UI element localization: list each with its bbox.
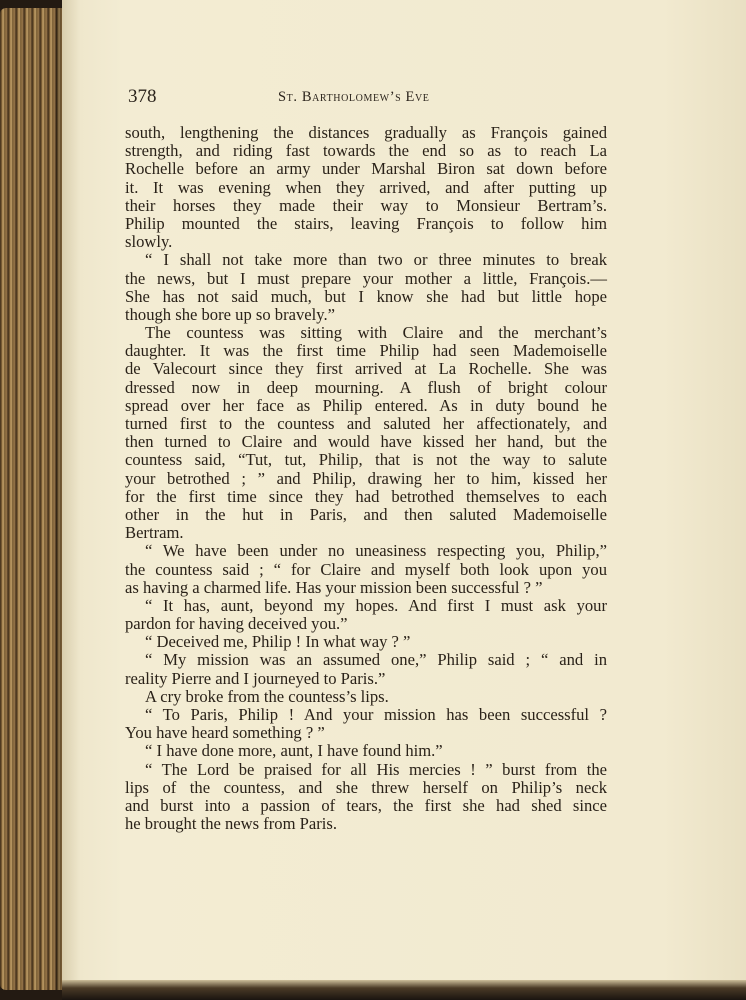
page-header — [128, 86, 608, 110]
text-line: your betrothed ; ” and Philip, drawing her to him, kissed her — [125, 468, 607, 488]
page-edges — [0, 8, 66, 990]
text-line: countess said, “Tut, tut, Philip, that is not the way to salute — [125, 450, 607, 470]
text-line: then turned to Claire and would have kissed her hand, but the — [125, 432, 607, 452]
text-line: “ I shall not take more than two or three minutes to break — [145, 250, 607, 270]
page-bottom-shadow — [62, 980, 746, 1000]
paragraph — [125, 324, 607, 542]
text-line: reality Pierre and I journeyed to Paris.” — [125, 668, 386, 688]
text-line: “ Deceived me, Philip ! In what way ? ” — [145, 632, 411, 652]
text-line: “ My mission was an assumed one,” Philip said ; “ and in — [145, 650, 607, 670]
text-line: turned first to the countess and saluted her affectionately, and — [125, 414, 607, 433]
paragraph — [125, 706, 607, 742]
text-line: slowly. — [125, 232, 173, 252]
paragraph — [125, 651, 607, 687]
paragraph — [125, 124, 607, 251]
text-line: “ It has, aunt, beyond my hopes. And first I must ask your — [145, 595, 607, 615]
text-line: and burst into a passion of tears, the first she had shed since — [125, 795, 607, 815]
text-line: spread over her face as Philip entered. As in duty bound he — [125, 395, 607, 415]
text-line: Philip mounted the stairs, leaving François to follow him — [125, 213, 607, 233]
text-line: dressed now in deep mourning. A flush of bright colour — [125, 377, 607, 397]
text-line: pardon for having deceived you.” — [125, 614, 348, 634]
paragraph — [125, 688, 607, 706]
text-line: de Valecourt since they first arrived at La Rochelle. She was — [125, 359, 607, 379]
paragraph — [125, 597, 607, 633]
text-line: Rochelle before an army under Marshal Biron sat down before — [125, 159, 607, 179]
text-line: their horses they made their way to Monsieur Bertram’s. — [125, 195, 607, 215]
text-line: Bertram. — [125, 523, 184, 543]
text-line: he brought the news from Paris. — [125, 814, 337, 834]
text-line: lips of the countess, and she threw herself on Philip’s neck — [125, 777, 607, 797]
text-line: though she bore up so bravely.” — [125, 304, 335, 324]
body-text — [125, 124, 607, 833]
text-line: south, lengthening the distances gradually as François gained — [125, 123, 607, 142]
paragraph — [125, 633, 607, 651]
text-line: The countess was sitting with Claire and the merchant’s — [145, 323, 607, 343]
text-line: “ I have done more, aunt, I have found him.” — [145, 741, 443, 761]
running-head: St. Bartholomew’s Eve — [278, 89, 430, 105]
paragraph — [125, 542, 607, 597]
paragraph — [125, 761, 607, 834]
text-line: as having a charmed life. Has your mission been successful ? ” — [125, 577, 543, 597]
text-line: other in the hut in Paris, and then saluted Mademoiselle — [125, 504, 607, 524]
text-line: for the first time since they had betrothed themselves to each — [125, 486, 607, 506]
text-line: it. It was evening when they arrived, and after putting up — [125, 177, 607, 197]
text-line: the countess said ; “ for Claire and myself both look upon you — [125, 559, 607, 579]
text-line: “ We have been under no uneasiness respecting you, Philip,” — [145, 541, 607, 561]
text-line: “ To Paris, Philip ! And your mission has been successful ? — [145, 705, 607, 724]
paragraph — [125, 742, 607, 760]
text-line: the news, but I must prepare your mother a little, François.— — [125, 268, 607, 288]
page-number: 378 — [128, 86, 157, 107]
text-line: daughter. It was the first time Philip had seen Mademoiselle — [125, 341, 607, 361]
text-line: A cry broke from the countess’s lips. — [145, 686, 389, 706]
text-line: She has not said much, but I know she had but little hope — [125, 286, 607, 306]
text-line: You have heard something ? ” — [125, 723, 325, 743]
paragraph — [125, 251, 607, 324]
text-line: “ The Lord be praised for all His mercies ! ” burst from the — [145, 759, 607, 779]
text-line: strength, and riding fast towards the end so as to reach La — [125, 141, 607, 161]
